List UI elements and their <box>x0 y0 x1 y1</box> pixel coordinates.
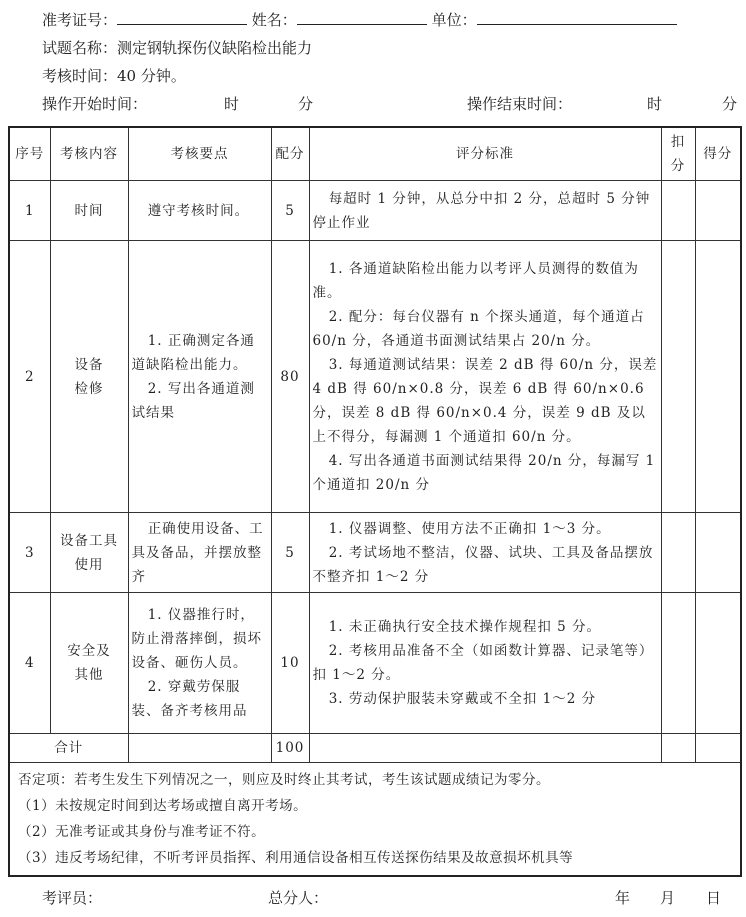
col-deduct: 扣分 <box>661 127 695 181</box>
row-criterion: 1. 仪器调整、使用方法不正确扣 1～3 分。 <box>328 520 611 537</box>
row-no: 4 <box>9 593 50 734</box>
ticket-blank[interactable] <box>117 10 247 25</box>
got-cell[interactable] <box>695 241 741 513</box>
row-criterion: 2. 考试场地不整洁，仪器、试块、工具及备品摆放不整齐扣 1～2 分 <box>312 544 654 585</box>
total-score: 100 <box>271 734 309 763</box>
row-no: 2 <box>9 241 50 513</box>
col-got: 得分 <box>695 127 741 181</box>
scoring-table <box>8 126 742 877</box>
row-point: 1. 仪器推行时，防止滑落摔倒，损坏设备、砸伤人员。 <box>131 607 262 671</box>
veto-item: （1）未按规定时间到达考场或擅自离开考场。 <box>18 798 308 814</box>
row-content: 设备检修 <box>50 241 128 513</box>
row-score: 80 <box>271 241 309 513</box>
time-label: 考核时间： <box>42 67 118 85</box>
veto-note: 否定项：若考生发生下列情况之一，则应及时终止其考试，考生该试题成绩记为零分。 <box>18 772 550 788</box>
row-criterion: 每超时 1 分钟，从总分中扣 2 分，总超时 5 分钟停止作业 <box>312 190 651 231</box>
total-row <box>9 734 741 763</box>
row-score: 5 <box>271 181 309 241</box>
notes-row <box>9 763 741 877</box>
row-point: 遵守考核时间。 <box>147 202 250 219</box>
total-label: 合计 <box>9 734 128 763</box>
table-header <box>9 127 741 181</box>
month-label: 月 <box>660 889 676 907</box>
name-label: 姓名： <box>251 11 297 29</box>
row-point: 1. 正确测定各通道缺陷检出能力。 <box>131 332 255 373</box>
year-label: 年 <box>615 889 631 907</box>
end-minute: 分 <box>722 95 738 113</box>
table-row <box>9 241 741 513</box>
row-criterion: 1. 各通道缺陷检出能力以考评人员测得的数值为准。 <box>312 260 639 301</box>
col-score: 配分 <box>271 127 309 181</box>
time-line <box>42 64 746 92</box>
col-no: 序号 <box>9 127 50 181</box>
table-row <box>9 181 741 241</box>
row-criterion: 2. 配分：每台仪器有 n 个探头通道，每个通道占 60/n 分，各通道书面测试结果占 20/n 分。 <box>312 308 645 349</box>
start-minute: 分 <box>298 95 314 113</box>
col-points: 考核要点 <box>128 127 271 181</box>
veto-item: （2）无准考证或其身份与准考证不符。 <box>18 824 266 840</box>
title-label: 试题名称： <box>42 39 118 57</box>
unit-blank[interactable] <box>477 10 677 25</box>
deduct-cell[interactable] <box>661 513 695 593</box>
scorer-label: 总分人： <box>268 889 329 907</box>
title-line <box>42 36 746 64</box>
deduct-cell[interactable] <box>661 181 695 241</box>
got-cell[interactable] <box>695 734 741 763</box>
unit-label: 单位： <box>431 11 477 29</box>
deduct-cell[interactable] <box>661 734 695 763</box>
got-cell[interactable] <box>695 181 741 241</box>
signature-line <box>0 887 746 917</box>
row-criterion: 3. 每通道测试结果：误差 2 dB 得 60/n 分，误差 4 dB 得 60/n×0.8 分，误差 6 dB 得 60/n×0.6 分，误差 8 dB 得 60/n×0.4 分，误差 9 dB 及以上不得分，每漏测 1 个通道扣 60/n 分。 <box>312 356 658 445</box>
veto-item: （3）违反考场纪律，不听考评员指挥、利用通信设备相互传送探伤结果及故意损坏机具等 <box>18 850 574 866</box>
table-row <box>9 593 741 734</box>
got-cell[interactable] <box>695 513 741 593</box>
row-score: 10 <box>271 593 309 734</box>
start-hour: 时 <box>224 95 240 113</box>
row-point: 正确使用设备、工具及备品，并摆放整齐 <box>131 520 264 585</box>
row-criterion: 4. 写出各通道书面测试结果得 20/n 分，每漏写 1 个通道扣 20/n 分 <box>312 452 656 493</box>
row-criterion: 2. 考核用品准备不全（如函数计算器、记录笔等）扣 1～2 分。 <box>312 643 654 683</box>
row-criterion: 1. 未正确执行安全技术操作规程扣 5 分。 <box>328 619 602 635</box>
name-blank[interactable] <box>297 10 427 25</box>
row-point: 2. 写出各通道测试结果 <box>131 380 255 421</box>
row-content: 时间 <box>50 181 128 241</box>
row-point: 2. 穿戴劳保服装、备齐考核用品 <box>131 679 248 719</box>
exam-title: 测定钢轨探伤仪缺陷检出能力 <box>117 39 313 57</box>
end-hour: 时 <box>647 95 663 113</box>
col-content: 考核内容 <box>50 127 128 181</box>
examiner-label: 考评员： <box>42 889 103 907</box>
row-no: 1 <box>9 181 50 241</box>
start-label: 操作开始时间： <box>42 95 148 113</box>
row-content: 安全及其他 <box>50 593 128 734</box>
ticket-label: 准考证号： <box>42 11 118 29</box>
col-criteria: 评分标准 <box>309 127 661 181</box>
candidate-info-line <box>42 8 746 36</box>
deduct-cell[interactable] <box>661 593 695 734</box>
start-end-line <box>42 92 742 120</box>
got-cell[interactable] <box>695 593 741 734</box>
row-score: 5 <box>271 513 309 593</box>
row-no: 3 <box>9 513 50 593</box>
table-row <box>9 513 741 593</box>
end-label: 操作结束时间： <box>467 95 573 113</box>
row-content: 设备工具使用 <box>50 513 128 593</box>
exam-time: 40 分钟。 <box>117 67 186 85</box>
row-criterion: 3. 劳动保护服装未穿戴或不全扣 1～2 分 <box>328 691 597 707</box>
deduct-cell[interactable] <box>661 241 695 513</box>
day-label: 日 <box>706 889 722 907</box>
